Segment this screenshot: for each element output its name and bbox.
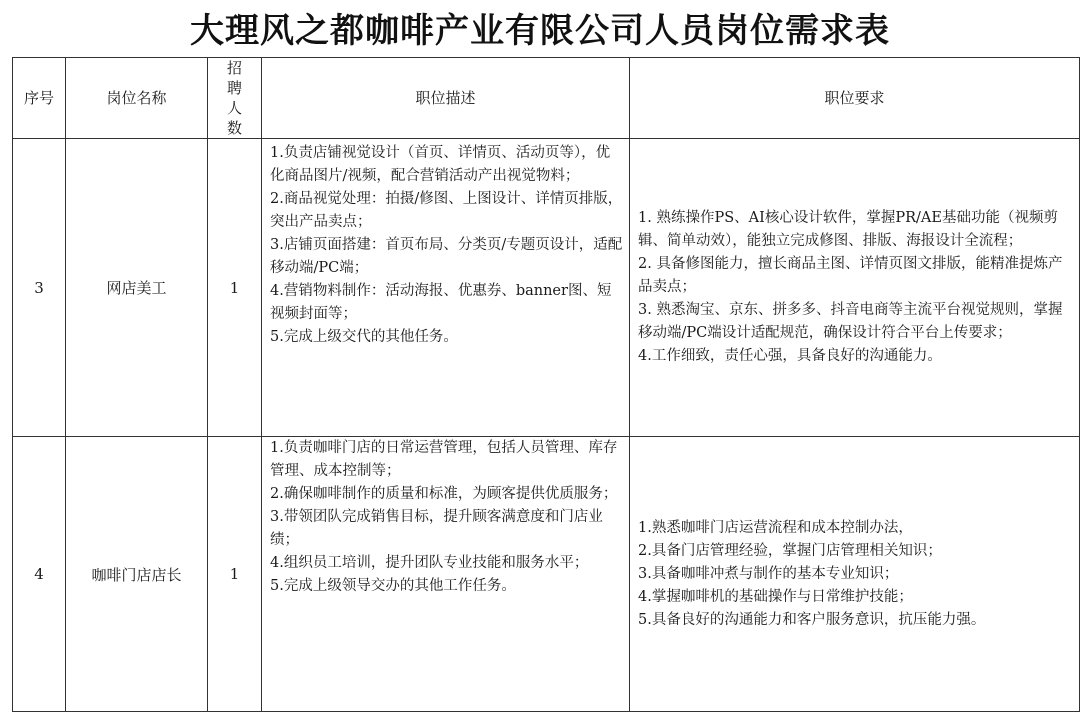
description-line: 2.商品视觉处理：拍摄/修图、上图设计、详情页排版，突出产品卖点； — [270, 191, 623, 230]
row-requirements — [630, 139, 1080, 437]
description-line: 3.带领团队完成销售目标，提升顾客满意度和门店业绩； — [270, 509, 603, 548]
header-count-label: 招聘人数 — [226, 59, 242, 137]
row-requirements — [630, 437, 1080, 712]
header-count — [208, 58, 262, 139]
requirement-line: 2. 具备修图能力，擅长商品主图、详情页图文排版，能精准提炼产品卖点； — [638, 256, 1063, 295]
row-description — [262, 437, 630, 712]
requirement-line: 1.熟悉咖啡门店运营流程和成本控制办法， — [638, 519, 913, 536]
requirement-line: 4.工作细致，责任心强，具备良好的沟通能力。 — [638, 348, 942, 364]
header-description: 职位描述 — [262, 58, 630, 139]
row-count: 1 — [208, 139, 262, 437]
description-line: 4.组织员工培训，提升团队专业技能和服务水平； — [270, 555, 589, 571]
header-requirements: 职位要求 — [630, 58, 1080, 139]
row-description — [262, 139, 630, 437]
requirement-line: 5.具备良好的沟通能力和客户服务意识，抗压能力强。 — [638, 611, 986, 628]
description-line: 1.负责咖啡门店的日常运营管理，包括人员管理、库存管理、成本控制等； — [270, 440, 618, 479]
header-position: 岗位名称 — [66, 58, 208, 139]
position-requirements-table — [12, 57, 1080, 712]
requirement-line: 1. 熟练操作PS、AI核心设计软件，掌握PR/AE基础功能（视频剪辑、简单动效），能独立完成修图、排版、海报设计全流程； — [638, 210, 1058, 249]
page-title: 大理风之都咖啡产业有限公司人员岗位需求表 — [190, 11, 890, 51]
requirement-line: 3. 熟悉淘宝、京东、拼多多、抖音电商等主流平台视觉规则，掌握移动端/PC端设计适配规范，确保设计符合平台上传要求； — [638, 302, 1063, 341]
row-count: 1 — [208, 437, 262, 712]
description-line: 5.完成上级交代的其他任务。 — [270, 329, 458, 345]
description-line: 4.营销物料制作：活动海报、优惠券、banner图、短视频封面等； — [270, 283, 612, 322]
table-row — [13, 437, 1080, 712]
requirement-line: 4.掌握咖啡机的基础操作与日常维护技能； — [638, 588, 913, 605]
requirement-line: 3.具备咖啡冲煮与制作的基本专业知识； — [638, 565, 899, 582]
row-position: 咖啡门店店长 — [66, 437, 208, 712]
row-seq: 3 — [13, 139, 66, 437]
table-header-row — [13, 58, 1080, 139]
row-seq: 4 — [13, 437, 66, 712]
description-line: 2.确保咖啡制作的质量和标准，为顾客提供优质服务； — [270, 486, 618, 502]
row-position: 网店美工 — [66, 139, 208, 437]
description-line: 1.负责店铺视觉设计（首页、详情页、活动页等），优化商品图片/视频，配合营销活动产出视觉物料； — [270, 145, 611, 184]
table-row — [13, 139, 1080, 437]
requirement-line: 2.具备门店管理经验，掌握门店管理相关知识； — [638, 542, 942, 559]
description-line: 3.店铺页面搭建：首页布局、分类页/专题页设计，适配移动端/PC端； — [270, 237, 623, 276]
description-line: 5.完成上级领导交办的其他工作任务。 — [270, 578, 516, 594]
header-seq: 序号 — [13, 58, 66, 139]
